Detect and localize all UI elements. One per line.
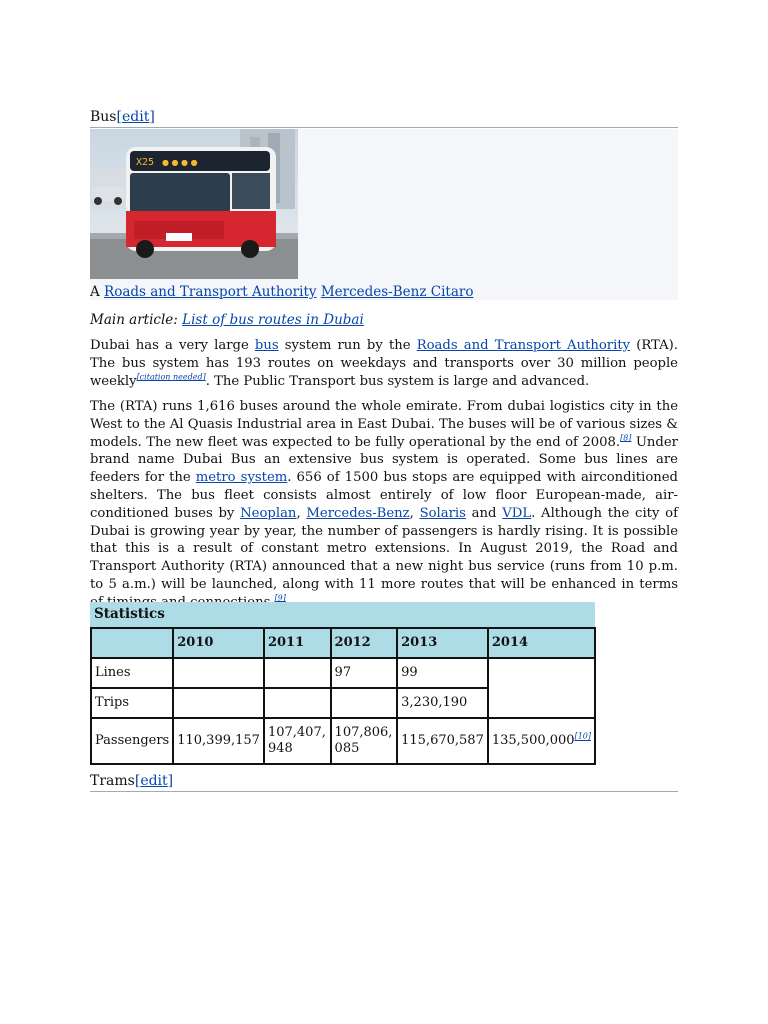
trams-section-heading [90,772,678,792]
table-cell: 97 [331,658,398,688]
table-row-passengers [91,718,595,764]
table-cell [173,688,264,718]
table-cell-2014-passengers [488,718,595,764]
p2-sep-1: , [296,505,307,521]
neoplan-link[interactable]: Neoplan [240,505,297,521]
header-2014: 2014 [488,628,595,658]
ref-10-link[interactable]: [10] [574,731,591,741]
edit-close-bracket: ] [149,109,155,125]
bus-section-heading [90,108,678,128]
table-cell: 107,806,085 [331,718,398,764]
bus-heading-text: Bus [90,109,117,125]
statistics-title: Statistics [90,602,595,627]
p2-sep-2: , [409,505,420,521]
table-cell: 107,407,948 [264,718,331,764]
header-2010: 2010 [173,628,264,658]
solaris-link[interactable]: Solaris [419,505,466,521]
svg-text:● ● ● ●: ● ● ● ● [162,158,198,167]
ref-8-link[interactable]: [8] [620,433,632,443]
passengers-2014-value: 135,500,000 [491,733,575,748]
p2-text-3: . 656 of 1500 bus stops are equipped with airconditioned shelters. The bus fleet consists almost entirely of low floor European-made, air-conditioned buses by [90,470,679,521]
p1-text-3: (RTA). The bus system has 193 routes on weekdays and transports over 30 million people weekly [90,338,678,389]
trams-heading-text: Trams [90,773,135,789]
table-cell: 115,670,587 [397,718,488,764]
p2-text-2: Under brand name Dubai Bus an extensive bus system is operated. Some bus lines are feeders for the [90,434,678,486]
edit-close-bracket: ] [167,773,174,789]
p2-text-4: . Although the city of Dubai is growing year by year, the number of passengers is hardly rising. It is possible that this is a result of constant metro extensions. In August 2019, the Road and Transport Authority (RTA) announced that a new night bus service (runs from 10 p.m. to 5 a.m.) will be launched, along with 11 more routes that will be enhanced in terms [90,505,678,592]
bus-photo-image [90,129,298,279]
citation-needed-link[interactable]: [citation needed] [136,372,206,382]
mercedes-benz-link[interactable]: Mercedes-Benz [306,505,410,521]
edit-open-bracket: [ [134,773,141,789]
main-article-label: Main article: [90,312,183,328]
table-cell: 110,399,157 [173,718,264,764]
bus-paragraph-2 [90,398,678,612]
bus-figure [90,129,678,300]
header-2012: 2012 [331,628,398,658]
header-2011: 2011 [264,628,331,658]
table-cell [264,688,331,718]
table-cell [331,688,398,718]
edit-open-bracket: [ [116,109,122,125]
bus-edit-link[interactable]: edit [121,109,150,125]
bus-route-sign: X25 [136,157,155,168]
vdl-link[interactable]: VDL [502,505,532,521]
p2-text-1: The (RTA) runs 1,616 buses around the whole emirate. From dubai logistics city in the West to the Al Quasis Industrial area in East Dubai. The buses will be of various sizes & models. The new fleet was expected to be fully operational by the end of 2008. [90,399,678,450]
table-cell [264,658,331,688]
bus-paragraph-1 [90,337,678,390]
main-article-note [90,311,364,329]
metro-system-link[interactable]: metro system [195,470,288,486]
bus-link[interactable]: bus [254,338,279,353]
statistics-table [90,602,595,765]
table-header-row [91,628,595,658]
row-label: Trips [91,688,173,718]
caption-rta-link[interactable]: Roads and Transport Authority [104,284,317,300]
row-label: Lines [91,658,173,688]
caption-citaro-link[interactable]: Mercedes-Benz Citaro [320,284,474,300]
p1-text-2: system run by the [278,338,417,353]
rta-link[interactable]: Roads and Transport Authority [416,338,631,353]
p1-text-4: . The Public Transport bus system is large and advanced. [205,373,590,389]
table-cell-empty [488,658,595,718]
bus-photo[interactable] [90,129,298,279]
statistics-grid [90,627,596,765]
table-row-lines [91,658,595,688]
table-cell [173,658,264,688]
table-cell: 3,230,190 [397,688,488,718]
table-cell: 99 [397,658,488,688]
caption-prefix: A [90,284,105,300]
p2-and: and [465,505,503,521]
trams-edit-link[interactable]: edit [140,773,168,789]
row-label: Passengers [91,718,173,764]
header-empty [91,628,173,658]
ref-9-link[interactable]: [9] [274,593,286,603]
p1-text-1: Dubai has a very large [90,338,255,353]
main-article-link[interactable]: List of bus routes in Dubai [182,312,364,328]
header-2013: 2013 [397,628,488,658]
figure-caption [90,283,473,301]
